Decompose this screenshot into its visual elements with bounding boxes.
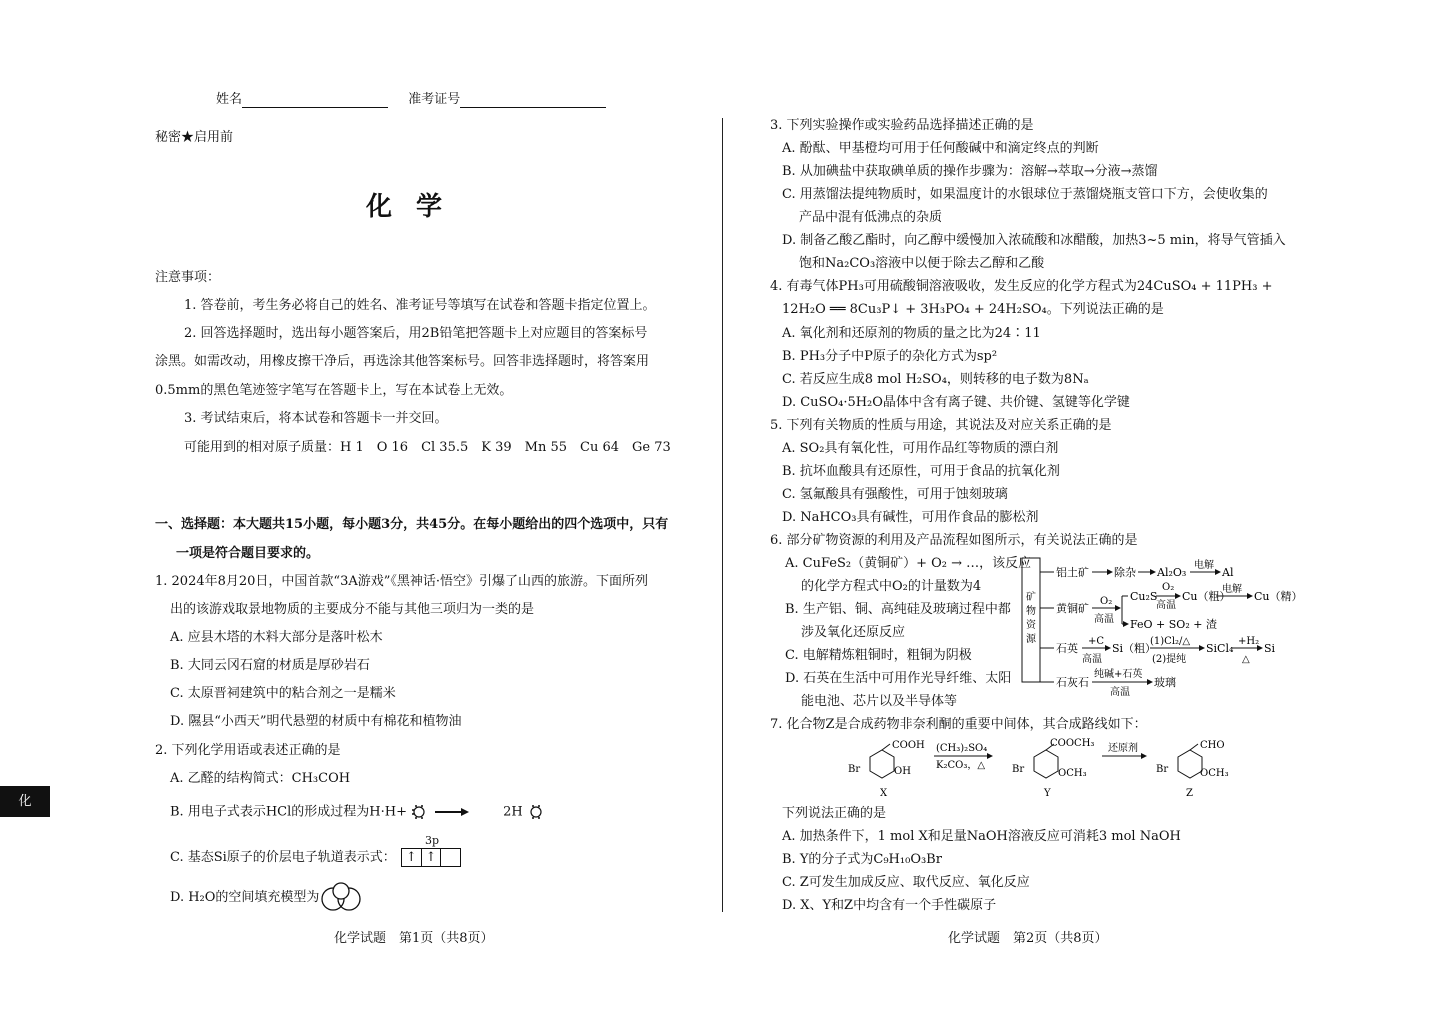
q1-option-a: A. 应县木塔的木料大部分是落叶松木 — [170, 630, 383, 645]
q4-option-b: B. PH₃分子中P原子的杂化方式为sp² — [782, 349, 998, 364]
q2-stem: 2. 下列化学用语或表述正确的是 — [155, 743, 341, 758]
synthesis-route — [840, 736, 1240, 802]
r1-al2o3: Al₂O₃ — [1157, 566, 1187, 579]
r2-byproduct: FeO + SO₂ + 渣 — [1130, 618, 1217, 631]
r1-product: Al — [1222, 566, 1234, 579]
r2-heatb: 高温 — [1156, 600, 1176, 611]
q2-option-a: A. 乙醛的结构简式：CH₃COH — [170, 771, 351, 786]
q3-option-d: D. 制备乙酸乙酯时，向乙醇中缓慢加入浓硫酸和冰醋酸，加热3~5 min，将导气管插入 — [782, 233, 1286, 248]
step1-condition: K₂CO₃，△ — [936, 760, 986, 771]
q5-stem: 5. 下列有关物质的性质与用途，其说法及对应关系正确的是 — [770, 418, 1112, 433]
q1-option-d: D. 隰县“小西天”明代悬塑的材质中有棉花和植物油 — [170, 714, 462, 729]
note-2-cont: 涂黑。如需改动，用橡皮擦干净后，再选涂其他答案标号。回答非选择题时，将答案用 — [155, 354, 650, 369]
r2-ore: 黄铜矿 — [1056, 602, 1089, 615]
z-cho: CHO — [1200, 740, 1225, 751]
secret-mark: 秘密★启用前 — [155, 130, 234, 145]
hcl-electron-icon — [527, 802, 545, 822]
orbital-label: 3p — [425, 834, 440, 847]
y-och3: OCH₃ — [1058, 768, 1087, 779]
q3-option-a: A. 酚酞、甲基橙均可用于任何酸碱中和滴定终点的判断 — [782, 141, 1099, 156]
column-divider — [722, 118, 723, 912]
q7-option-c: C. Z可发生加成反应、取代反应、氧化反应 — [782, 875, 1030, 890]
q4-stem-cont: 12H₂O ══ 8Cu₃P↓ + 3H₃PO₄ + 24H₂SO₄。下列说法正确的是 — [782, 302, 1164, 317]
note-2: 2. 回答选择题时，选出每小题答案后，用2B铅笔把答题卡上对应题目的答案标号 — [184, 326, 648, 341]
name-field — [216, 92, 606, 108]
q4-option-d: D. CuSO₄·5H₂O晶体中含有离子键、共价键、氢键等化学键 — [782, 395, 1130, 410]
q1-option-b: B. 大同云冈石窟的材质是厚砂岩石 — [170, 658, 370, 673]
q6-option-c: C. 电解精炼粗铜时，粗铜为阴极 — [785, 648, 972, 663]
r2-elec: 电解 — [1222, 584, 1242, 595]
y-ring-icon — [1034, 750, 1058, 778]
x-oh: OH — [894, 766, 911, 777]
q3-option-d-cont: 饱和Na₂CO₃溶液中以便于除去乙醇和乙酸 — [799, 256, 1045, 271]
exam-id-blank — [460, 93, 606, 108]
y-label: Y — [1044, 788, 1051, 799]
orbital-cell-1: ↑ — [402, 849, 422, 866]
q5-option-a: A. SO₂具有氧化性，可用作品红等物质的漂白剂 — [782, 441, 1059, 456]
q3-stem: 3. 下列实验操作或实验药品选择描述正确的是 — [770, 118, 1034, 133]
section-heading: 一、选择题：本大题共15小题，每小题3分，共45分。在每小题给出的四个选项中，只有 — [155, 517, 669, 532]
x-label: X — [880, 788, 888, 799]
page-title: 化学 — [366, 192, 467, 222]
r3-step1: (1)Cl₂/△ — [1150, 636, 1191, 647]
q6-option-a: A. CuFeS₂（黄铜矿）+ O₂ → …，该反应 — [785, 556, 1032, 571]
step2-reagent: 还原剂 — [1108, 743, 1138, 754]
diagram-source-1: 矿 — [1026, 592, 1036, 603]
r2-pure-cu: Cu（精） — [1254, 590, 1303, 603]
q3-option-c: C. 用蒸馏法提纯物质时，如果温度计的水银球位于蒸馏烧瓶支管口下方，会使收集的 — [782, 187, 1268, 202]
r2-cu2s: Cu₂S — [1130, 590, 1158, 603]
step1-reagent: (CH₃)₂SO₄ — [936, 743, 988, 754]
notes-title: 注意事项： — [155, 270, 221, 285]
orbital-boxes — [401, 848, 461, 867]
r1-step: 除杂 — [1114, 566, 1136, 579]
q6-option-a-cont: 的化学方程式中O₂的计量数为4 — [801, 579, 982, 594]
note-2-cont2: 0.5mm的黑色笔迹签字笔写在答题卡上，写在本试卷上无效。 — [155, 383, 513, 398]
q1-stem-cont: 出的该游戏取景地物质的主要成分不能与其他三项归为一类的是 — [170, 602, 535, 617]
footer-page-1: 化学试题 第1页（共8页） — [334, 931, 494, 946]
q2-option-c: C. 基态Si原子的价层电子轨道表示式： — [170, 850, 396, 865]
q6-option-b-cont: 涉及氧化还原反应 — [801, 625, 906, 640]
r4-cond: 纯碱+石英 — [1094, 669, 1143, 680]
r3-c: +C — [1088, 636, 1105, 647]
q5-option-d: D. NaHCO₃具有碱性，可用作食品的膨松剂 — [782, 510, 1039, 525]
q2-b-product: 2H — [503, 804, 523, 820]
z-label: Z — [1186, 788, 1193, 799]
q1-option-c: C. 太原晋祠建筑中的粘合剂之一是糯米 — [170, 686, 396, 701]
q2-option-b — [170, 802, 545, 822]
r3-h2: +H₂ — [1238, 636, 1260, 647]
note-3: 3. 考试结束后，将本试卷和答题卡一并交回。 — [184, 411, 448, 426]
z-br: Br — [1156, 764, 1169, 775]
subject-side-tab: 化 — [0, 786, 50, 817]
q6-option-d-cont: 能电池、芯片以及半导体等 — [801, 694, 958, 709]
mineral-flow-diagram — [1020, 556, 1320, 702]
orbital-cell-3 — [441, 849, 460, 866]
q4-stem: 4. 有毒气体PH₃可用硫酸铜溶液吸收，发生反应的化学方程式为24CuSO₄ + 11PH₃ + — [770, 279, 1273, 294]
q4-option-c: C. 若反应生成8 mol H₂SO₄，则转移的电子数为8Nₐ — [782, 372, 1089, 387]
r1-ore: 铝土矿 — [1056, 566, 1089, 579]
diagram-source-4: 源 — [1026, 634, 1036, 645]
r2-o2: O₂ — [1100, 596, 1113, 607]
diagram-source-3: 资 — [1026, 620, 1036, 631]
q6-option-d: D. 石英在生活中可用作光导纤维、太阳 — [785, 671, 1012, 686]
r3-heatb: △ — [1242, 654, 1250, 665]
r4-ore: 石灰石 — [1056, 676, 1089, 689]
r2-crude-cu: Cu（粗） — [1182, 590, 1231, 603]
r3-heat: 高温 — [1082, 654, 1102, 665]
x-cooh: COOH — [892, 740, 925, 751]
q5-option-b: B. 抗坏血酸具有还原性，可用于食品的抗氧化剂 — [782, 464, 1060, 479]
r4-heat: 高温 — [1110, 687, 1130, 698]
r2-o2b: O₂ — [1162, 582, 1175, 593]
q5-option-c: C. 氢氟酸具有强酸性，可用于蚀刻玻璃 — [782, 487, 1008, 502]
atomic-mass: 可能用到的相对原子质量：H 1 O 16 Cl 35.5 K 39 Mn 55 Cu 64 Ge 73 — [184, 440, 671, 455]
exam-id-label: 准考证号 — [408, 92, 461, 107]
x-ring-icon — [870, 750, 894, 778]
name-label: 姓名 — [216, 92, 243, 107]
q6-option-b: B. 生产铝、铜、高纯硅及玻璃过程中都 — [785, 602, 1011, 617]
y-ester: COOCH₃ — [1050, 738, 1095, 749]
q3-option-c-cont: 产品中混有低沸点的杂质 — [799, 210, 943, 225]
q7-option-d: D. X、Y和Z中均含有一个手性碳原子 — [782, 898, 997, 913]
z-och3: OCH₃ — [1200, 768, 1229, 779]
r1-cond: 电解 — [1194, 560, 1214, 571]
r4-glass: 玻璃 — [1154, 676, 1176, 689]
electron-dot-diagram — [411, 802, 503, 822]
name-blank — [242, 93, 388, 108]
r3-si: Si — [1264, 642, 1276, 655]
r3-sicl4: SiCl₄ — [1206, 642, 1234, 655]
footer-page-2: 化学试题 第2页（共8页） — [948, 931, 1108, 946]
q7-stem: 7. 化合物Z是合成药物非奈利酮的重要中间体，其合成路线如下： — [770, 717, 1147, 732]
orbital-cell-2: ↑ — [422, 849, 442, 866]
q4-option-a: A. 氧化剂和还原剂的物质的量之比为24∶11 — [782, 326, 1041, 341]
r3-step2: (2)提纯 — [1152, 654, 1187, 665]
diagram-source-2: 物 — [1026, 606, 1036, 617]
q2-option-b-text: B. 用电子式表示HCl的形成过程为H·H+ — [170, 804, 407, 820]
q7-option-a: A. 加热条件下，1 mol X和足量NaOH溶液反应可消耗3 mol NaOH — [782, 829, 1181, 844]
section-heading-cont: 一项是符合题目要求的。 — [176, 546, 320, 561]
r3-crude-si: Si（粗） — [1112, 642, 1157, 655]
z-ring-icon — [1178, 750, 1202, 778]
r2-heat: 高温 — [1094, 614, 1114, 625]
y-br: Br — [1012, 764, 1025, 775]
q1-stem: 1. 2024年8月20日，中国首款“3A游戏”《黑神话·悟空》引爆了山西的旅游。下面所列 — [155, 574, 649, 589]
q7-question: 下列说法正确的是 — [782, 806, 887, 821]
r3-ore: 石英 — [1056, 642, 1078, 655]
note-1: 1. 答卷前，考生务必将自己的姓名、准考证号等填写在试卷和答题卡指定位置上。 — [184, 298, 656, 313]
q3-option-b: B. 从加碘盐中获取碘单质的操作步骤为：溶解→萃取→分液→蒸馏 — [782, 164, 1158, 179]
q6-stem: 6. 部分矿物资源的利用及产品流程如图所示，有关说法正确的是 — [770, 533, 1138, 548]
water-model-icon — [320, 880, 362, 914]
q2-option-d: D. H₂O的空间填充模型为 — [170, 890, 320, 905]
x-br: Br — [848, 764, 861, 775]
q7-option-b: B. Y的分子式为C₉H₁₀O₃Br — [782, 852, 942, 867]
